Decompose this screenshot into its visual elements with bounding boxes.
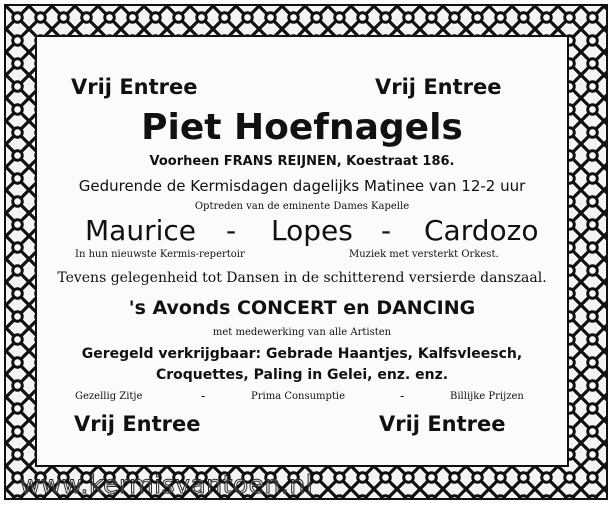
evening-program: 's Avonds CONCERT en DANCING <box>128 297 476 319</box>
separator-dash-1: - <box>201 389 206 403</box>
venue-name: Piet Hoefnagels <box>141 107 463 148</box>
performance-info: Optreden van de eminente Dames Kapelle <box>194 201 410 212</box>
artist-dash-2: - <box>381 214 392 247</box>
repertoire-info: In hun nieuwste Kermis-repertoir <box>75 249 245 260</box>
advertisement-panel <box>35 35 569 467</box>
artist-dash-1: - <box>226 214 237 247</box>
artist-lopes: Lopes <box>271 214 353 247</box>
separator-dash-2: - <box>400 389 405 403</box>
food-line-2: Croquettes, Paling in Gelei, enz. enz. <box>155 367 449 383</box>
website-watermark: www.kermisvantoen.nl <box>20 470 314 499</box>
fair-prices: Billijke Prijzen <box>450 391 524 402</box>
artist-cardozo: Cardozo <box>424 214 539 247</box>
prime-consumption: Prima Consumptie <box>251 391 346 402</box>
free-entry-right-bottom: Vrij Entree <box>379 412 506 436</box>
food-line-1: Geregeld verkrijgbaar: Gebrade Haantjes, Kalfsvleesch, <box>81 346 523 362</box>
dance-info: Tevens gelegenheid tot Dansen in de schitterend versierde danszaal. <box>57 270 547 286</box>
matinee-info: Gedurende de Kermisdagen dagelijks Matinee van 12-2 uur <box>78 177 526 195</box>
free-entry-left-top: Vrij Entree <box>71 75 198 99</box>
artist-cooperation: met medewerking van alle Artisten <box>212 327 392 338</box>
cozy-seating: Gezellig Zitje <box>75 391 143 402</box>
previous-owner: Voorheen FRANS REIJNEN, Koestraat 186. <box>149 154 455 169</box>
free-entry-left-bottom: Vrij Entree <box>74 412 201 436</box>
artist-maurice: Maurice <box>85 214 196 247</box>
orchestra-info: Muziek met versterkt Orkest. <box>349 249 499 260</box>
free-entry-right-top: Vrij Entree <box>375 75 502 99</box>
